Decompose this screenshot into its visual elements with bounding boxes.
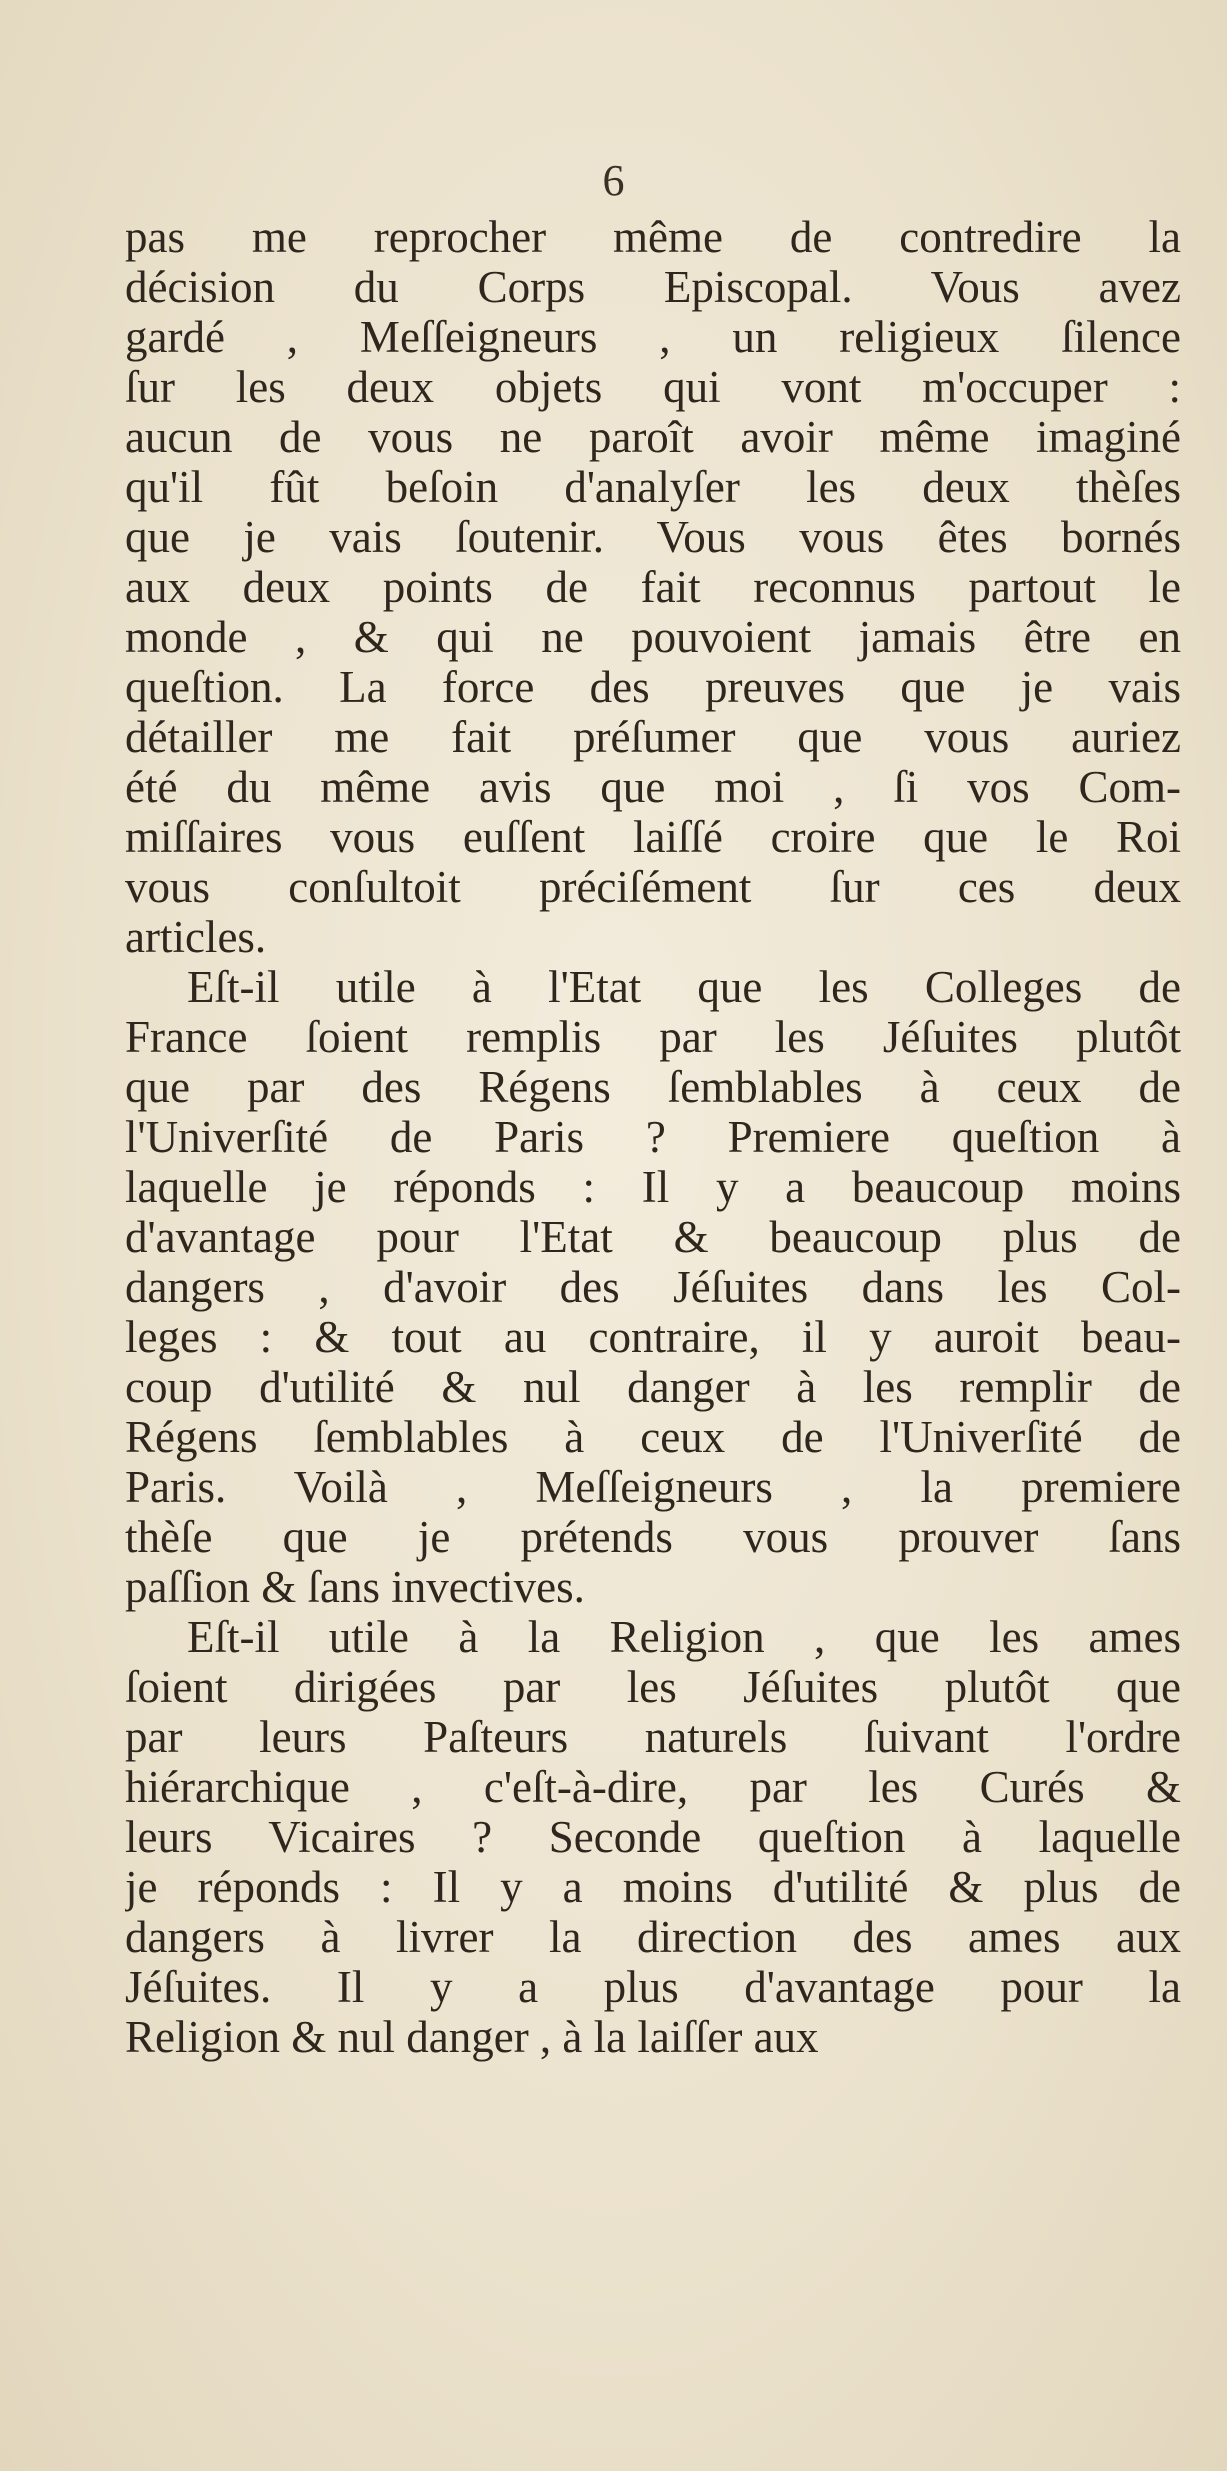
text-line: miſſaires vous euſſent laiſſé croire que le Roi bbox=[125, 812, 1181, 862]
text-line: France ſoient remplis par les Jéſuites plutôt bbox=[125, 1012, 1181, 1062]
text-line: Paris. Voilà , Meſſeigneurs , la premiere bbox=[125, 1462, 1181, 1512]
text-line: décision du Corps Episcopal. Vous avez bbox=[125, 262, 1181, 312]
text-line: monde , & qui ne pouvoient jamais être en bbox=[125, 612, 1181, 662]
paragraph bbox=[125, 212, 1181, 962]
text-line: Eſt-il utile à la Religion , que les ames bbox=[187, 1612, 1181, 1662]
text-line: thèſe que je prétends vous prouver ſans bbox=[125, 1512, 1181, 1562]
text-line: aux deux points de fait reconnus partout le bbox=[125, 562, 1181, 612]
text-line: ſoient dirigées par les Jéſuites plutôt que bbox=[125, 1662, 1181, 1712]
text-line: gardé , Meſſeigneurs , un religieux ſilence bbox=[125, 312, 1181, 362]
text-line: leurs Vicaires ? Seconde queſtion à laquelle bbox=[125, 1812, 1181, 1862]
paragraph bbox=[125, 1612, 1181, 2062]
paragraph bbox=[125, 962, 1181, 1612]
page-number: 6 bbox=[602, 156, 625, 205]
text-line: dangers à livrer la direction des ames aux bbox=[125, 1912, 1181, 1962]
body-text bbox=[125, 212, 1181, 2062]
text-line: laquelle je réponds : Il y a beaucoup moins bbox=[125, 1162, 1181, 1212]
text-line: d'avantage pour l'Etat & beaucoup plus de bbox=[125, 1212, 1181, 1262]
text-line: que je vais ſoutenir. Vous vous êtes bornés bbox=[125, 512, 1181, 562]
text-line: Régens ſemblables à ceux de l'Univerſité de bbox=[125, 1412, 1181, 1462]
text-line: articles. bbox=[125, 912, 267, 962]
text-line: coup d'utilité & nul danger à les remplir de bbox=[125, 1362, 1181, 1412]
text-line: que par des Régens ſemblables à ceux de bbox=[125, 1062, 1181, 1112]
text-line: je réponds : Il y a moins d'utilité & plus de bbox=[125, 1862, 1181, 1912]
text-line: vous conſultoit préciſément ſur ces deux bbox=[125, 862, 1181, 912]
text-line: dangers , d'avoir des Jéſuites dans les Col- bbox=[125, 1262, 1181, 1312]
text-line: qu'il fût beſoin d'analyſer les deux thèſes bbox=[125, 462, 1181, 512]
text-line: hiérarchique , c'eſt-à-dire, par les Curés & bbox=[125, 1762, 1181, 1812]
text-line: détailler me fait préſumer que vous auriez bbox=[125, 712, 1181, 762]
text-line: ſur les deux objets qui vont m'occuper : bbox=[125, 362, 1181, 412]
text-line: pas me reprocher même de contredire la bbox=[125, 212, 1181, 262]
text-line: queſtion. La force des preuves que je vais bbox=[125, 662, 1181, 712]
text-line: par leurs Paſteurs naturels ſuivant l'ordre bbox=[125, 1712, 1181, 1762]
text-line: l'Univerſité de Paris ? Premiere queſtion à bbox=[125, 1112, 1181, 1162]
text-line: Eſt-il utile à l'Etat que les Colleges de bbox=[187, 962, 1181, 1012]
text-line: Religion & nul danger , à la laiſſer aux bbox=[125, 2012, 819, 2062]
text-line: aucun de vous ne paroît avoir même imaginé bbox=[125, 412, 1181, 462]
text-line: été du même avis que moi , ſi vos Com- bbox=[125, 762, 1181, 812]
text-line: Jéſuites. Il y a plus d'avantage pour la bbox=[125, 1962, 1181, 2012]
text-line: paſſion & ſans invectives. bbox=[125, 1562, 585, 1612]
text-line: leges : & tout au contraire, il y auroit beau- bbox=[125, 1312, 1181, 1362]
